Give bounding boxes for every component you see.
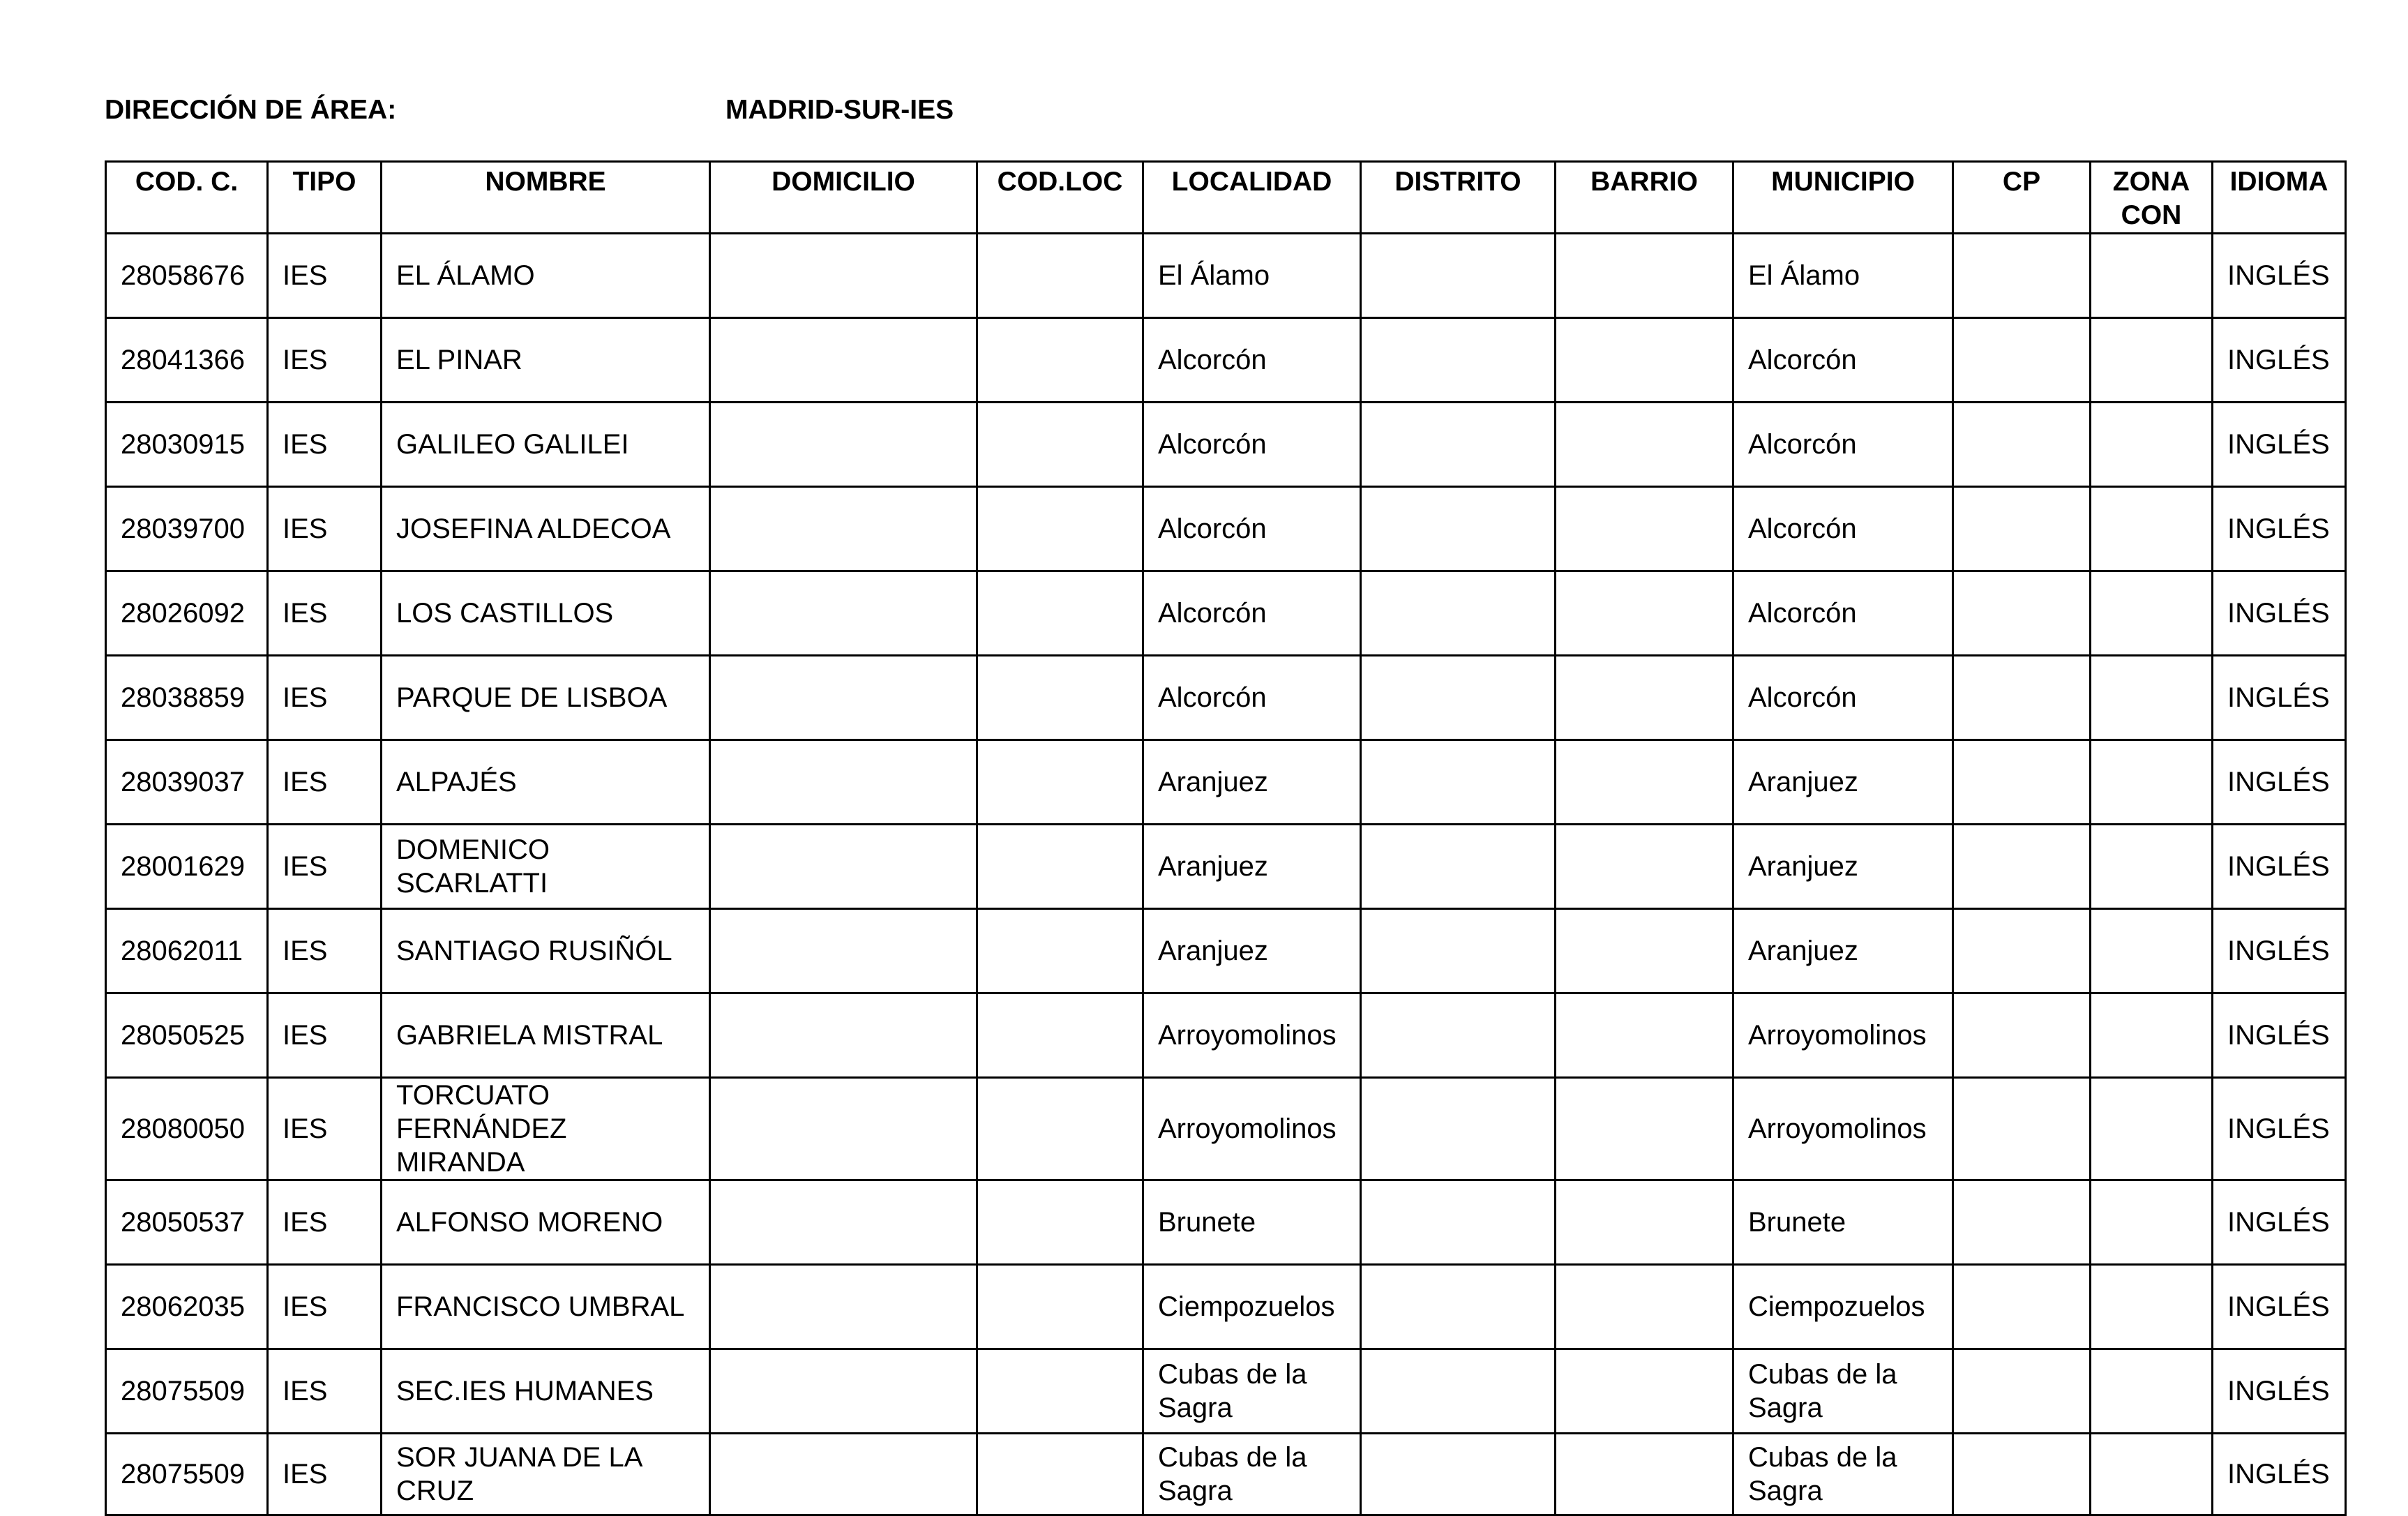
- cell-cod: 28039700: [106, 487, 268, 571]
- cell-codloc: [977, 487, 1143, 571]
- cell-codloc: [977, 571, 1143, 656]
- cell-idioma: INGLÉS: [2213, 909, 2346, 993]
- cell-domicilio: [710, 993, 977, 1078]
- cell-distrito: [1361, 1265, 1556, 1349]
- table-row: [106, 993, 2346, 1078]
- cell-cp: [1953, 487, 2091, 571]
- cell-idioma: INGLÉS: [2213, 318, 2346, 403]
- cell-cod: 28075509: [106, 1349, 268, 1434]
- col-header-cp: CP: [1953, 162, 2091, 234]
- area-label: DIRECCIÓN DE ÁREA:: [105, 95, 397, 125]
- cell-distrito: [1361, 909, 1556, 993]
- cell-nombre: DOMENICO SCARLATTI: [382, 825, 710, 909]
- cell-cp: [1953, 234, 2091, 318]
- cell-domicilio: [710, 1078, 977, 1180]
- cell-tipo: IES: [268, 993, 382, 1078]
- table-row: [106, 1349, 2346, 1434]
- cell-cod: 28026092: [106, 571, 268, 656]
- cell-barrio: [1556, 571, 1733, 656]
- cell-tipo: IES: [268, 318, 382, 403]
- cell-zona: [2091, 1180, 2213, 1265]
- col-header-localidad: LOCALIDAD: [1143, 162, 1361, 234]
- cell-localidad: Alcorcón: [1143, 318, 1361, 403]
- cell-zona: [2091, 571, 2213, 656]
- cell-tipo: IES: [268, 909, 382, 993]
- cell-distrito: [1361, 1349, 1556, 1434]
- cell-idioma: INGLÉS: [2213, 487, 2346, 571]
- cell-cp: [1953, 1434, 2091, 1515]
- cell-nombre: EL PINAR: [382, 318, 710, 403]
- cell-codloc: [977, 1180, 1143, 1265]
- cell-barrio: [1556, 1078, 1733, 1180]
- cell-municipio: Alcorcón: [1733, 571, 1953, 656]
- cell-codloc: [977, 740, 1143, 825]
- cell-localidad: Alcorcón: [1143, 656, 1361, 740]
- col-header-nombre: NOMBRE: [382, 162, 710, 234]
- cell-distrito: [1361, 993, 1556, 1078]
- cell-cod: 28062011: [106, 909, 268, 993]
- cell-codloc: [977, 1434, 1143, 1515]
- cell-nombre: EL ÁLAMO: [382, 234, 710, 318]
- table-row: [106, 1180, 2346, 1265]
- col-header-idioma: IDIOMA: [2213, 162, 2346, 234]
- cell-cod: 28038859: [106, 656, 268, 740]
- cell-distrito: [1361, 1180, 1556, 1265]
- cell-distrito: [1361, 318, 1556, 403]
- cell-zona: [2091, 1078, 2213, 1180]
- col-header-tipo: TIPO: [268, 162, 382, 234]
- cell-municipio: Cubas de la Sagra: [1733, 1349, 1953, 1434]
- cell-domicilio: [710, 1349, 977, 1434]
- table-row: [106, 487, 2346, 571]
- cell-tipo: IES: [268, 1434, 382, 1515]
- cell-distrito: [1361, 740, 1556, 825]
- cell-domicilio: [710, 571, 977, 656]
- cell-idioma: INGLÉS: [2213, 740, 2346, 825]
- cell-zona: [2091, 318, 2213, 403]
- area-value: MADRID-SUR-IES: [725, 95, 954, 125]
- cell-idioma: INGLÉS: [2213, 1078, 2346, 1180]
- table-row: [106, 571, 2346, 656]
- cell-cp: [1953, 740, 2091, 825]
- col-header-municipio: MUNICIPIO: [1733, 162, 1953, 234]
- cell-idioma: INGLÉS: [2213, 403, 2346, 487]
- cell-domicilio: [710, 1180, 977, 1265]
- cell-municipio: El Álamo: [1733, 234, 1953, 318]
- cell-zona: [2091, 740, 2213, 825]
- cell-municipio: Aranjuez: [1733, 825, 1953, 909]
- cell-domicilio: [710, 825, 977, 909]
- cell-idioma: INGLÉS: [2213, 1265, 2346, 1349]
- cell-zona: [2091, 909, 2213, 993]
- cell-localidad: Aranjuez: [1143, 825, 1361, 909]
- col-header-distrito: DISTRITO: [1361, 162, 1556, 234]
- cell-tipo: IES: [268, 1180, 382, 1265]
- cell-codloc: [977, 656, 1143, 740]
- cell-localidad: Ciempozuelos: [1143, 1265, 1361, 1349]
- cell-idioma: INGLÉS: [2213, 993, 2346, 1078]
- cell-barrio: [1556, 825, 1733, 909]
- cell-municipio: Arroyomolinos: [1733, 993, 1953, 1078]
- cell-cp: [1953, 825, 2091, 909]
- cell-nombre: GALILEO GALILEI: [382, 403, 710, 487]
- cell-localidad: Cubas de la Sagra: [1143, 1434, 1361, 1515]
- cell-localidad: Aranjuez: [1143, 909, 1361, 993]
- cell-municipio: Alcorcón: [1733, 656, 1953, 740]
- cell-zona: [2091, 234, 2213, 318]
- cell-codloc: [977, 1078, 1143, 1180]
- cell-distrito: [1361, 1078, 1556, 1180]
- cell-tipo: IES: [268, 234, 382, 318]
- cell-municipio: Alcorcón: [1733, 318, 1953, 403]
- table-row: [106, 1078, 2346, 1180]
- cell-barrio: [1556, 1265, 1733, 1349]
- cell-zona: [2091, 825, 2213, 909]
- cell-codloc: [977, 909, 1143, 993]
- cell-cp: [1953, 1078, 2091, 1180]
- cell-cod: 28058676: [106, 234, 268, 318]
- table-row: [106, 1434, 2346, 1515]
- cell-municipio: Alcorcón: [1733, 403, 1953, 487]
- table-row: [106, 656, 2346, 740]
- cell-cod: 28050525: [106, 993, 268, 1078]
- cell-domicilio: [710, 740, 977, 825]
- cell-domicilio: [710, 234, 977, 318]
- cell-nombre: SEC.IES HUMANES: [382, 1349, 710, 1434]
- cell-zona: [2091, 1265, 2213, 1349]
- cell-codloc: [977, 1265, 1143, 1349]
- cell-barrio: [1556, 740, 1733, 825]
- cell-cp: [1953, 656, 2091, 740]
- cell-distrito: [1361, 571, 1556, 656]
- cell-localidad: Alcorcón: [1143, 571, 1361, 656]
- cell-nombre: SANTIAGO RUSIÑÓL: [382, 909, 710, 993]
- cell-idioma: INGLÉS: [2213, 1180, 2346, 1265]
- cell-idioma: INGLÉS: [2213, 656, 2346, 740]
- cell-cp: [1953, 1180, 2091, 1265]
- cell-localidad: Alcorcón: [1143, 403, 1361, 487]
- cell-tipo: IES: [268, 571, 382, 656]
- cell-cod: 28050537: [106, 1180, 268, 1265]
- cell-tipo: IES: [268, 656, 382, 740]
- cell-distrito: [1361, 656, 1556, 740]
- cell-municipio: Aranjuez: [1733, 740, 1953, 825]
- cell-nombre: PARQUE DE LISBOA: [382, 656, 710, 740]
- cell-nombre: SOR JUANA DE LA CRUZ: [382, 1434, 710, 1515]
- cell-tipo: IES: [268, 825, 382, 909]
- cell-cod: 28062035: [106, 1265, 268, 1349]
- cell-distrito: [1361, 234, 1556, 318]
- col-header-domicilio: DOMICILIO: [710, 162, 977, 234]
- cell-codloc: [977, 1349, 1143, 1434]
- cell-distrito: [1361, 1434, 1556, 1515]
- cell-municipio: Arroyomolinos: [1733, 1078, 1953, 1180]
- cell-nombre: ALPAJÉS: [382, 740, 710, 825]
- cell-municipio: Ciempozuelos: [1733, 1265, 1953, 1349]
- cell-localidad: Alcorcón: [1143, 487, 1361, 571]
- cell-nombre: GABRIELA MISTRAL: [382, 993, 710, 1078]
- cell-localidad: Cubas de la Sagra: [1143, 1349, 1361, 1434]
- col-header-zona: ZONA CON: [2091, 162, 2213, 234]
- cell-localidad: Arroyomolinos: [1143, 1078, 1361, 1180]
- cell-barrio: [1556, 993, 1733, 1078]
- cell-domicilio: [710, 318, 977, 403]
- cell-domicilio: [710, 1265, 977, 1349]
- cell-cp: [1953, 403, 2091, 487]
- cell-barrio: [1556, 487, 1733, 571]
- cell-tipo: IES: [268, 487, 382, 571]
- cell-municipio: Aranjuez: [1733, 909, 1953, 993]
- cell-zona: [2091, 656, 2213, 740]
- cell-barrio: [1556, 318, 1733, 403]
- cell-idioma: INGLÉS: [2213, 1349, 2346, 1434]
- cell-cp: [1953, 1265, 2091, 1349]
- cell-localidad: Aranjuez: [1143, 740, 1361, 825]
- cell-zona: [2091, 1349, 2213, 1434]
- cell-tipo: IES: [268, 1078, 382, 1180]
- cell-zona: [2091, 1434, 2213, 1515]
- cell-localidad: Arroyomolinos: [1143, 993, 1361, 1078]
- cell-idioma: INGLÉS: [2213, 1434, 2346, 1515]
- cell-codloc: [977, 825, 1143, 909]
- cell-nombre: FRANCISCO UMBRAL: [382, 1265, 710, 1349]
- cell-barrio: [1556, 403, 1733, 487]
- col-header-cod: COD. C.: [106, 162, 268, 234]
- table-row: [106, 234, 2346, 318]
- cell-municipio: Brunete: [1733, 1180, 1953, 1265]
- cell-cod: 28030915: [106, 403, 268, 487]
- cell-tipo: IES: [268, 740, 382, 825]
- cell-barrio: [1556, 909, 1733, 993]
- cell-barrio: [1556, 1180, 1733, 1265]
- cell-domicilio: [710, 1434, 977, 1515]
- cell-tipo: IES: [268, 1349, 382, 1434]
- cell-domicilio: [710, 487, 977, 571]
- table-header-row: [106, 162, 2346, 234]
- cell-tipo: IES: [268, 403, 382, 487]
- table-row: [106, 825, 2346, 909]
- table-row: [106, 318, 2346, 403]
- cell-distrito: [1361, 487, 1556, 571]
- cell-cod: 28041366: [106, 318, 268, 403]
- cell-nombre: JOSEFINA ALDECOA: [382, 487, 710, 571]
- cell-localidad: Brunete: [1143, 1180, 1361, 1265]
- schools-table: [105, 160, 2347, 1516]
- cell-cod: 28001629: [106, 825, 268, 909]
- cell-municipio: Cubas de la Sagra: [1733, 1434, 1953, 1515]
- cell-domicilio: [710, 403, 977, 487]
- table-row: [106, 403, 2346, 487]
- cell-municipio: Alcorcón: [1733, 487, 1953, 571]
- cell-nombre: TORCUATO FERNÁNDEZ MIRANDA: [382, 1078, 710, 1180]
- cell-zona: [2091, 993, 2213, 1078]
- cell-barrio: [1556, 234, 1733, 318]
- cell-barrio: [1556, 656, 1733, 740]
- cell-cp: [1953, 1349, 2091, 1434]
- cell-cp: [1953, 571, 2091, 656]
- cell-idioma: INGLÉS: [2213, 234, 2346, 318]
- cell-cp: [1953, 318, 2091, 403]
- cell-codloc: [977, 318, 1143, 403]
- col-header-barrio: BARRIO: [1556, 162, 1733, 234]
- cell-barrio: [1556, 1434, 1733, 1515]
- cell-barrio: [1556, 1349, 1733, 1434]
- cell-domicilio: [710, 909, 977, 993]
- cell-idioma: INGLÉS: [2213, 825, 2346, 909]
- cell-localidad: El Álamo: [1143, 234, 1361, 318]
- col-header-codloc: COD.LOC: [977, 162, 1143, 234]
- cell-nombre: ALFONSO MORENO: [382, 1180, 710, 1265]
- cell-nombre: LOS CASTILLOS: [382, 571, 710, 656]
- cell-codloc: [977, 234, 1143, 318]
- cell-codloc: [977, 993, 1143, 1078]
- cell-zona: [2091, 403, 2213, 487]
- table-row: [106, 740, 2346, 825]
- cell-zona: [2091, 487, 2213, 571]
- cell-domicilio: [710, 656, 977, 740]
- cell-distrito: [1361, 403, 1556, 487]
- table-row: [106, 909, 2346, 993]
- cell-tipo: IES: [268, 1265, 382, 1349]
- cell-cod: 28080050: [106, 1078, 268, 1180]
- cell-cod: 28039037: [106, 740, 268, 825]
- cell-codloc: [977, 403, 1143, 487]
- cell-cp: [1953, 909, 2091, 993]
- cell-cp: [1953, 993, 2091, 1078]
- table-row: [106, 1265, 2346, 1349]
- cell-distrito: [1361, 825, 1556, 909]
- cell-cod: 28075509: [106, 1434, 268, 1515]
- cell-idioma: INGLÉS: [2213, 571, 2346, 656]
